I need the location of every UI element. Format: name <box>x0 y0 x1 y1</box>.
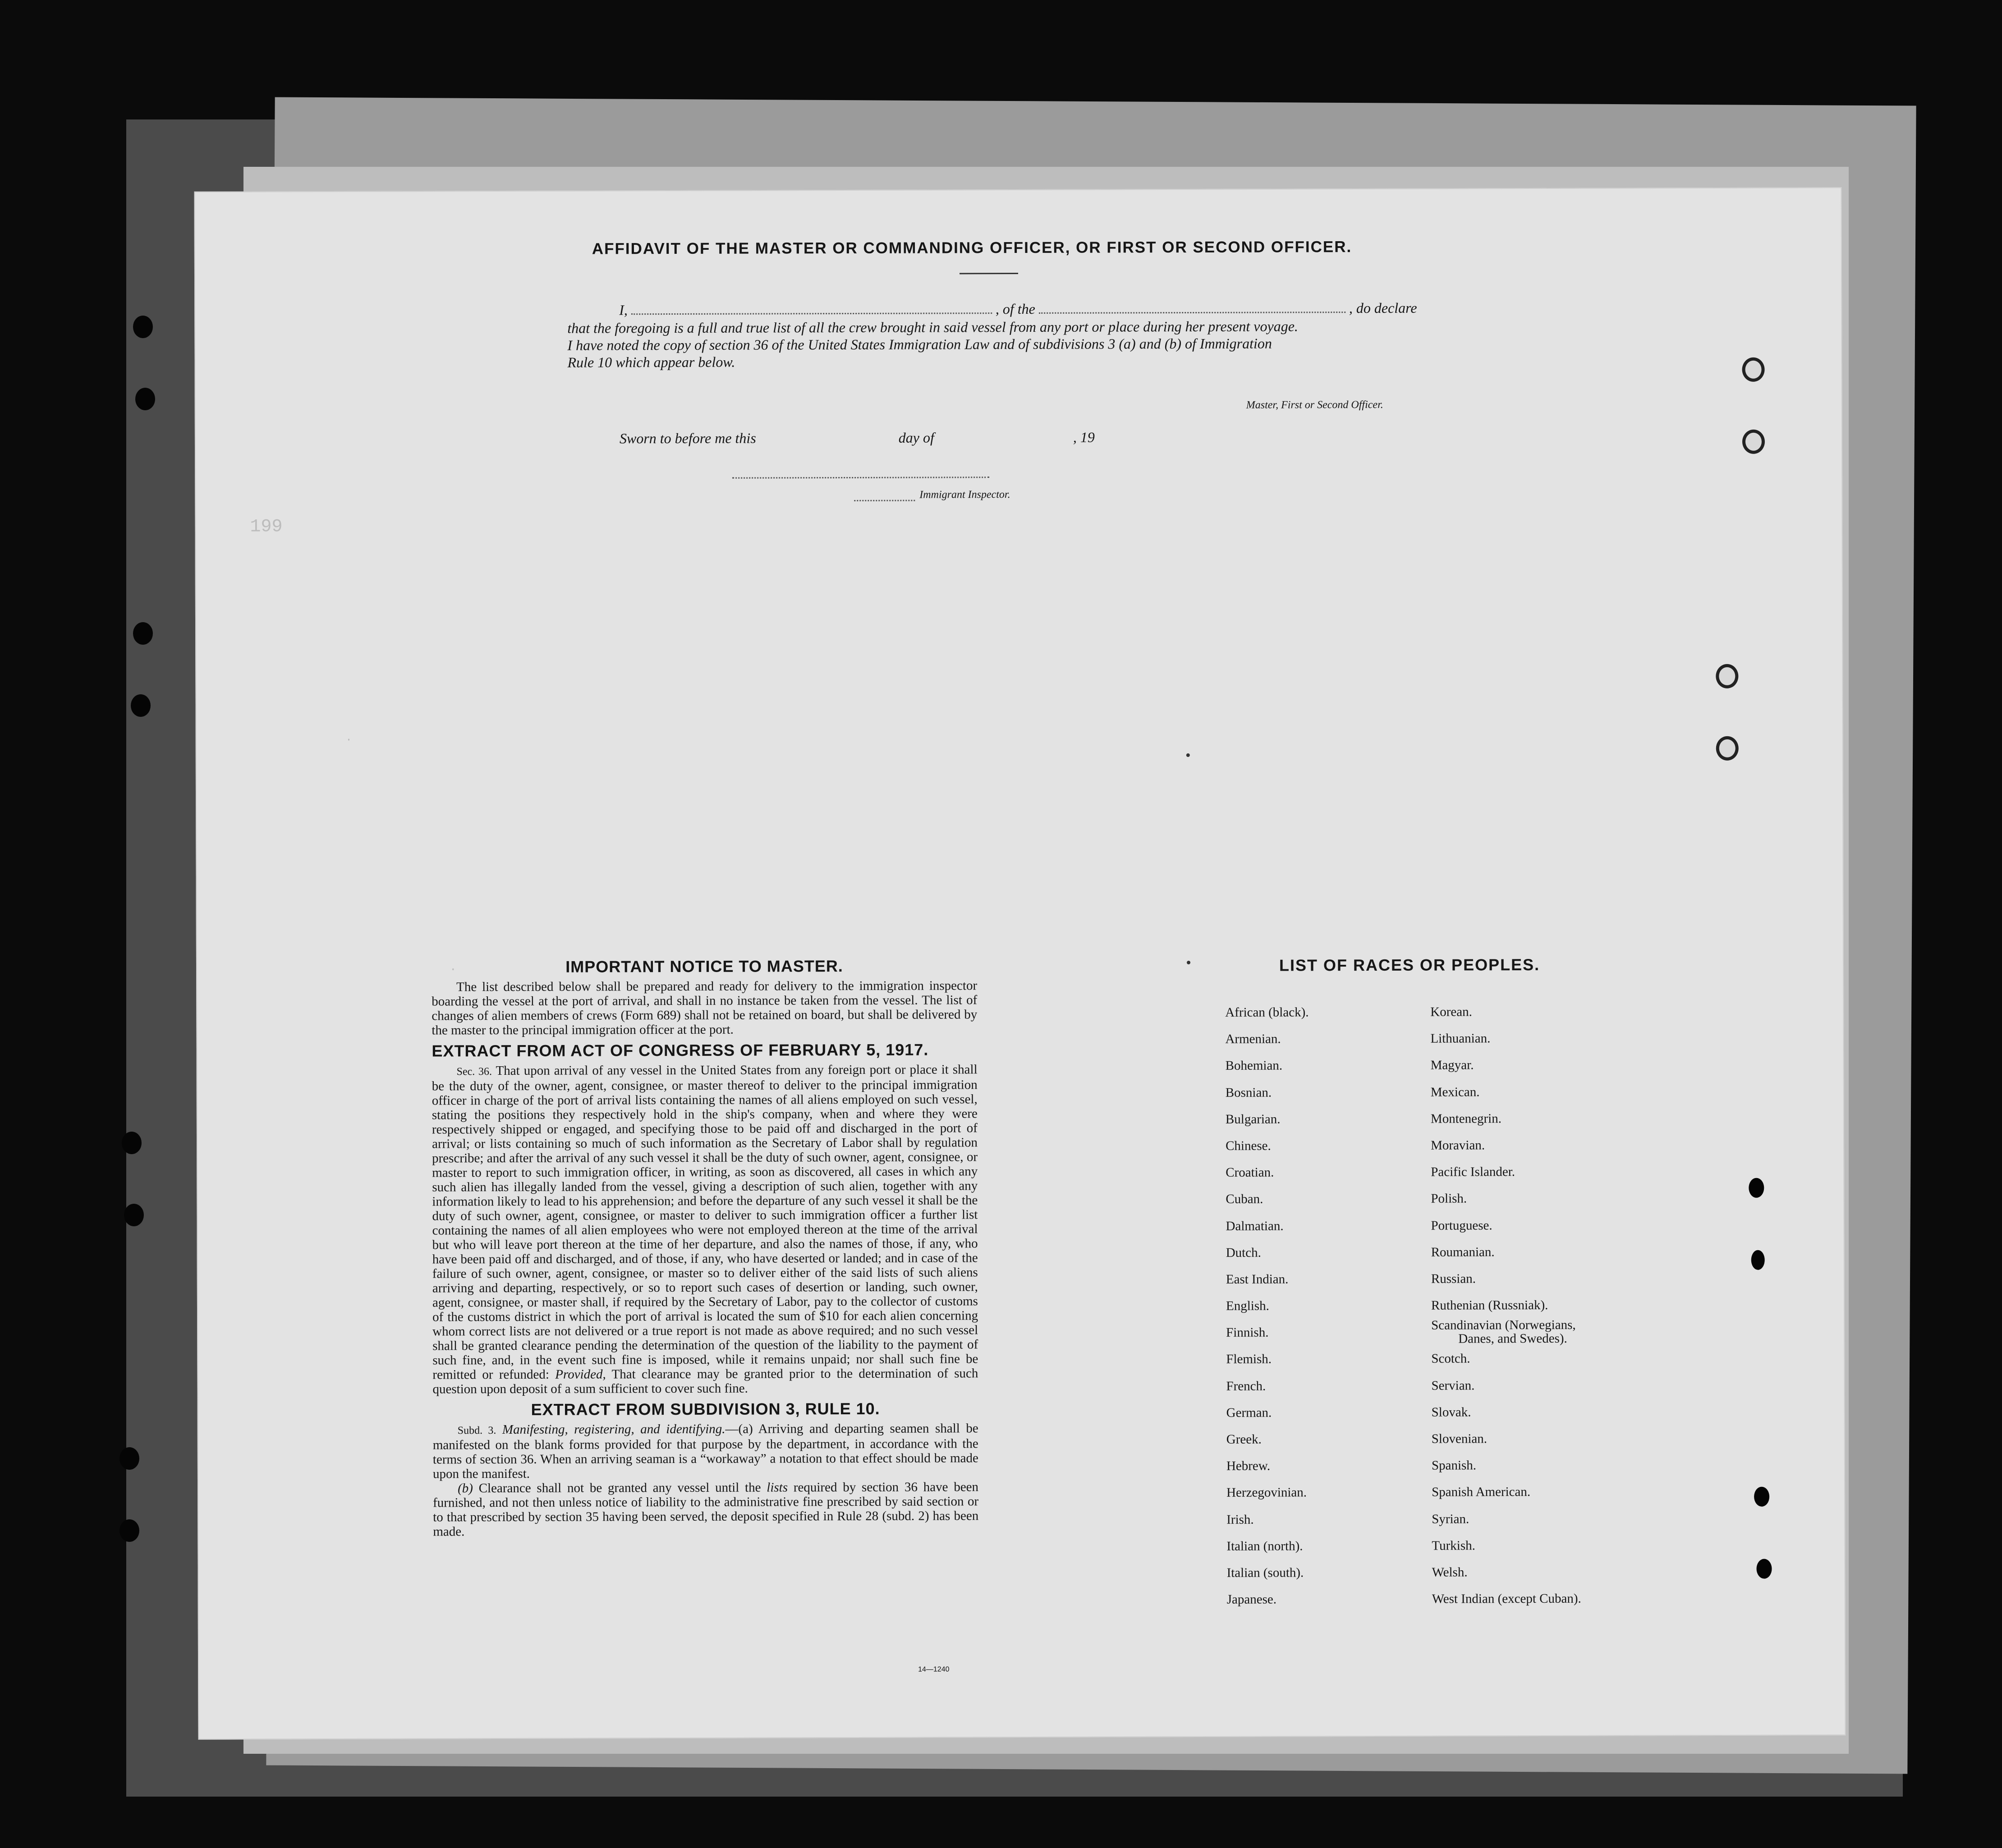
declarant-name-field[interactable] <box>631 303 992 315</box>
race-item: Scotch. <box>1431 1351 1470 1367</box>
declaration-line-1 <box>619 300 1417 319</box>
sworn-line <box>620 429 1095 447</box>
rule-extract-title: EXTRACT FROM SUBDIVISION 3, RULE 10. <box>531 1399 880 1419</box>
race-item: Russian. <box>1431 1271 1476 1286</box>
inspector-signature-line[interactable] <box>732 477 989 478</box>
race-item: Servian. <box>1431 1378 1475 1393</box>
race-item: Italian (north). <box>1226 1539 1303 1554</box>
provided-label: Provided, <box>555 1367 606 1382</box>
punch-hole-icon <box>1749 1178 1764 1198</box>
subd-heading: Manifesting, registering, and identifying. <box>502 1422 725 1437</box>
punch-hole-icon <box>133 622 153 645</box>
race-item: Bohemian. <box>1225 1058 1283 1073</box>
punch-hole-icon <box>1754 1487 1769 1507</box>
title-underline <box>960 273 1018 274</box>
para-b-text-1: Clearance shall not be granted any vessel until the <box>478 1480 761 1496</box>
sworn-label: Sworn to before me this <box>619 430 756 447</box>
punch-hole-icon <box>119 1519 139 1542</box>
subd-para-a: —(a) Arriving and departing seamen shall be manifested on the blank forms provided for that purpose by the department, in accordance with the terms of section 36. When an arriving seaman is a “workaway” a notation to that effect should be made upon the manifest. <box>432 1421 978 1481</box>
inspector-label: Immigrant Inspector. <box>919 489 1010 501</box>
race-item: Cuban. <box>1226 1192 1263 1207</box>
affidavit-document-page <box>194 187 1846 1740</box>
bleed-through-row: · <box>345 733 353 747</box>
race-item: Bulgarian. <box>1225 1112 1281 1127</box>
races-right-column <box>1430 999 1581 1613</box>
race-item: Japanese. <box>1226 1592 1277 1607</box>
race-item: East Indian. <box>1226 1272 1289 1287</box>
races-list-title: LIST OF RACES OR PEOPLES. <box>1279 955 1540 975</box>
notice-title: IMPORTANT NOTICE TO MASTER. <box>565 957 843 976</box>
race-item: Greek. <box>1226 1432 1262 1447</box>
races-left-column <box>1225 999 1310 1613</box>
subdivision-3-a <box>433 1421 978 1481</box>
race-item: Lithuanian. <box>1430 1031 1491 1046</box>
inspector-signature-line-lower[interactable] <box>854 500 915 501</box>
section-36-label: Sec. 36. <box>456 1066 492 1078</box>
punch-hole-icon <box>1742 430 1765 454</box>
declarant-prefix: I, <box>619 302 628 318</box>
race-item: Slovak. <box>1431 1405 1471 1420</box>
race-item: Pacific Islander. <box>1431 1165 1515 1179</box>
race-item: Roumanian. <box>1431 1244 1495 1260</box>
bleed-through-row: · <box>449 963 457 977</box>
race-item: Bosnian. <box>1225 1085 1272 1100</box>
margin-mark <box>1187 961 1190 964</box>
do-declare-text: , do declare <box>1349 299 1417 316</box>
declaration-line-4: Rule 10 which appear below. <box>567 353 735 371</box>
race-item: English. <box>1226 1298 1269 1313</box>
subdivision-3-b <box>433 1480 978 1539</box>
race-item: Spanish American. <box>1432 1485 1531 1499</box>
race-item: Hebrew. <box>1226 1458 1271 1473</box>
vessel-prefix: , of the <box>995 300 1035 317</box>
race-item: Korean. <box>1430 1004 1472 1019</box>
race-item: Ruthenian (Russniak). <box>1431 1298 1548 1313</box>
race-item: Dalmatian. <box>1226 1218 1284 1234</box>
race-item: Welsh. <box>1432 1565 1468 1580</box>
race-item: Irish. <box>1226 1512 1254 1527</box>
act-extract-title: EXTRACT FROM ACT OF CONGRESS OF FEBRUARY 5, 1917. <box>432 1040 929 1060</box>
punch-hole-icon <box>119 1447 139 1470</box>
subd-label: Subd. 3. <box>457 1425 496 1437</box>
punch-hole-icon <box>131 694 151 717</box>
punch-hole-icon <box>135 388 155 410</box>
legal-notice-column <box>432 952 978 1539</box>
punch-hole-icon <box>124 1204 144 1226</box>
bleed-through-row: 199 <box>250 517 283 537</box>
race-item: French. <box>1226 1379 1266 1394</box>
signature-label: Master, First or Second Officer. <box>1246 399 1383 411</box>
race-item: German. <box>1226 1405 1272 1420</box>
punch-hole-icon <box>122 1132 142 1154</box>
race-item: Scandinavian (Norwegians, <box>1431 1318 1576 1333</box>
declaration-line-2: that the foregoing is a full and true list of all the crew brought in said vessel from any port or place during her present voyage. <box>567 318 1298 336</box>
para-b-lists: lists <box>767 1480 788 1495</box>
punch-hole-icon <box>1716 664 1738 688</box>
notice-body: The list described below shall be prepared and ready for delivery to the immigration inspector boarding the vessel at the port of arrival, and shall in no instance be taken from the vessel. The list of changes of alien members of crews (Form 689) shall not be retained on board, but shall be delivered by the master to the principal immigration officer at the port. <box>432 978 978 1038</box>
day-of-label: day of <box>898 429 934 446</box>
race-item: Magyar. <box>1430 1058 1474 1073</box>
section-36-text <box>432 1062 978 1396</box>
race-item: Moravian. <box>1431 1138 1485 1153</box>
race-item: Slovenian. <box>1431 1431 1488 1446</box>
race-item: Montenegrin. <box>1430 1111 1502 1126</box>
punch-hole-icon <box>1756 1559 1772 1579</box>
race-item: Chinese. <box>1226 1138 1271 1153</box>
margin-mark <box>1186 753 1190 757</box>
affidavit-title: AFFIDAVIT OF THE MASTER OR COMMANDING OFFICER, OR FIRST OR SECOND OFFICER. <box>592 238 1352 258</box>
punch-hole-icon <box>1751 1250 1765 1270</box>
punch-hole-icon <box>1716 736 1739 761</box>
race-item: Spanish. <box>1431 1458 1477 1473</box>
race-item: Polish. <box>1431 1191 1467 1206</box>
year-prefix: , 19 <box>1073 429 1095 445</box>
para-b-label: (b) <box>458 1481 473 1496</box>
race-item: Finnish. <box>1226 1325 1269 1340</box>
para-b-text-2: required by section 36 have been furnished, and not then unless notice of liability to the administrative fine prescribed by said section or to that prescribed by section 35 having been served, the deposit specified in Rule 28 (subd. 2) has been made. <box>433 1480 979 1539</box>
race-item: Mexican. <box>1430 1084 1480 1100</box>
race-item: Herzegovinian. <box>1226 1485 1307 1500</box>
sworn-month-field[interactable] <box>938 431 1073 443</box>
vessel-name-field[interactable] <box>1039 302 1345 314</box>
race-item: Syrian. <box>1432 1511 1469 1527</box>
race-item: Dutch. <box>1226 1245 1261 1260</box>
declaration-line-3: I have noted the copy of section 36 of the United States Immigration Law and of subdivisions 3 (a) and (b) of Immigration <box>567 335 1272 353</box>
punch-hole-icon <box>133 316 153 338</box>
form-number: 14—1240 <box>918 1665 950 1674</box>
section-36-body-end: That clearance may be granted prior to the determination of such question upon deposit of a sum sufficient to cover such fine. <box>432 1366 978 1397</box>
race-item: Danes, and Swedes). <box>1458 1331 1567 1346</box>
race-item: Italian (south). <box>1226 1565 1304 1580</box>
race-item: Croatian. <box>1226 1165 1274 1180</box>
race-item: Flemish. <box>1226 1352 1272 1367</box>
punch-hole-icon <box>1742 358 1764 382</box>
section-36-body: That upon arrival of any vessel in the United States from any foreign port or place it shall be the duty of the owner, agent, consignee, or master thereof to deliver to the principal immigration officer in charge of the port of arrival lists containing the names of all aliens employed on such vessel, stating the positions they respectively hold in the ship's company, when and where they were respectively shipped or engaged, and specifying those to be paid off and discharged in the port of arrival; or lists containing so much of such information as the Secretary of Labor shall by regulation prescribe; and after the arrival of any such vessel it shall be the duty of such owner, agent, consignee, or master to report to such immigration officer, in writing, as soon as discovered, all cases in which any such alien has illegally landed from the vessel, giving a description of such alien, together with any information likely to lead to his apprehension; and before the departure of any such vessel it shall be the duty of such owner, agent, consignee, or master to deliver to such immigration officer a further list containing the names of all alien employees who were not employed thereon at the time of the arrival but who will leave port thereon at the time of her departure, and also the names of those, if any, who have been paid off and discharged, and of those, if any, who have deserted or landed; and in case of the failure of such owner, agent, consignee, or master so to deliver either of the said lists of such aliens arriving and departing, respectively, or so to report such cases of desertion or landing, such owner, agent, consignee, or master shall, if required by the Secretary of Labor, pay to the collector of customs of the customs district in which the port of arrival is located the sum of $10 for each alien concerning whom correct lists are not delivered or a true report is not made as above required; and no such vessel shall be granted clearance pending the determination of the question of the liability to the payment of such fine, and, in the event such fine is imposed, while it remains unpaid; nor shall such fine be remitted or refunded: <box>432 1062 978 1382</box>
race-item: African (black). <box>1225 1005 1309 1020</box>
sworn-day-field[interactable] <box>760 431 895 443</box>
race-item: West Indian (except Cuban). <box>1432 1591 1581 1606</box>
race-item: Armenian. <box>1225 1032 1281 1046</box>
race-item: Portuguese. <box>1431 1218 1492 1233</box>
race-item: Turkish. <box>1432 1538 1475 1553</box>
